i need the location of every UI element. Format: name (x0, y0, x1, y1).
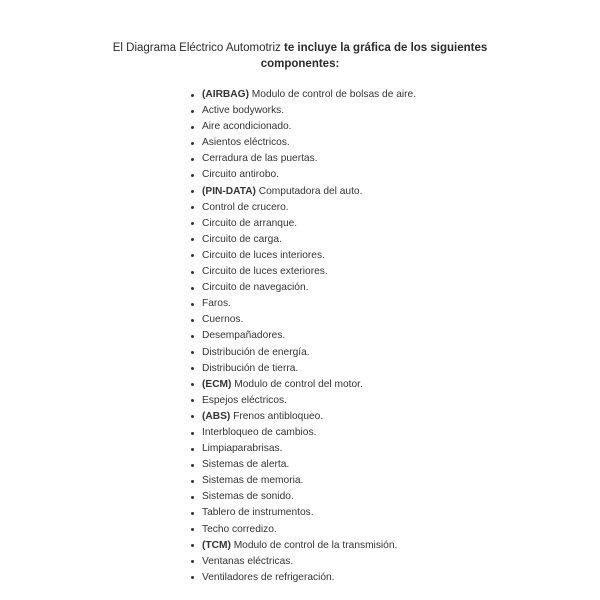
list-item-content (202, 425, 316, 441)
list-item-content (202, 167, 279, 183)
list-item (191, 409, 416, 425)
list-item-abbreviation: (PIN-DATA) (202, 185, 256, 197)
list-item (191, 296, 416, 312)
list-item-abbreviation: (ECM) (202, 378, 232, 390)
bullet-icon (191, 528, 194, 531)
list-item-label: Ventanas eléctricas. (202, 555, 294, 567)
list-item-label: Asientos eléctricos. (202, 137, 290, 149)
list-item-label: Faros. (202, 298, 231, 310)
bullet-icon (191, 319, 194, 322)
list-item-label: Cerradura de las puertas. (202, 153, 318, 165)
list-item (191, 377, 416, 393)
list-item-content (202, 296, 231, 312)
list-item-label: Techo corredizo. (202, 523, 277, 535)
list-item-label: Sistemas de alerta. (202, 459, 290, 471)
list-item-label: Ventiladores de refrigeración. (202, 571, 335, 583)
list-item (191, 216, 416, 232)
list-item (191, 312, 416, 328)
list-item (191, 119, 416, 135)
list-item-label: Circuito de luces exteriores. (202, 266, 328, 278)
list-item-content (202, 119, 291, 135)
list-item-content (202, 457, 289, 473)
list-item (191, 184, 416, 200)
list-item-label: Control de crucero. (202, 201, 289, 213)
component-list (191, 87, 416, 586)
list-item-label: Circuito de navegación. (202, 282, 309, 294)
list-item (191, 200, 416, 216)
bullet-icon (191, 303, 194, 306)
bullet-icon (191, 544, 194, 547)
list-item-content (202, 312, 243, 328)
list-item-content (202, 151, 318, 167)
list-item-label: Active bodyworks. (202, 105, 285, 117)
intro-heading (100, 40, 500, 72)
bullet-icon (191, 576, 194, 579)
list-item-content (202, 393, 287, 409)
bullet-icon (191, 351, 194, 354)
list-item-label: Espejos eléctricos. (202, 394, 287, 406)
list-item-abbreviation: (ABS) (202, 410, 231, 422)
list-item-content (202, 264, 328, 280)
list-item (191, 489, 416, 505)
bullet-icon (191, 287, 194, 290)
list-item (191, 264, 416, 280)
list-item-label: Distribución de tierra. (202, 362, 299, 374)
list-item-abbreviation: (AIRBAG) (202, 89, 249, 100)
list-item (191, 103, 416, 119)
list-item-content (202, 441, 282, 457)
list-item (191, 248, 416, 264)
list-item-content (202, 216, 297, 232)
bullet-icon (191, 448, 194, 451)
list-item-content (202, 554, 293, 570)
list-item-content (202, 103, 284, 119)
list-item (191, 232, 416, 248)
list-item-content (202, 489, 294, 505)
list-item-label: Modulo de control de bolsas de aire. (248, 89, 417, 100)
list-item-content (202, 328, 285, 344)
list-item-label: Modulo de control del motor. (231, 378, 363, 390)
list-item (191, 425, 416, 441)
list-item (191, 393, 416, 409)
list-item (191, 457, 416, 473)
list-item (191, 570, 416, 586)
list-item-label: Sistemas de sonido. (202, 491, 294, 503)
bullet-icon (191, 238, 194, 241)
bullet-icon (191, 415, 194, 418)
bullet-icon (191, 110, 194, 113)
list-item-label: Circuito de carga. (202, 233, 282, 245)
list-item-content (202, 232, 282, 248)
list-item (191, 345, 416, 361)
list-item-label: Interbloqueo de cambios. (202, 426, 317, 438)
bullet-icon (191, 560, 194, 563)
list-item (191, 554, 416, 570)
list-item-label: Desempañadores. (202, 330, 286, 342)
list-item-content (202, 473, 303, 489)
bullet-icon (191, 174, 194, 177)
bullet-icon (191, 94, 194, 97)
list-item-content (202, 345, 310, 361)
bullet-icon (191, 496, 194, 499)
bullet-icon (191, 383, 194, 386)
list-item (191, 87, 416, 103)
list-item-content (202, 570, 335, 586)
bullet-icon (191, 399, 194, 402)
bullet-icon (191, 512, 194, 515)
list-item-content (202, 184, 362, 200)
list-item-label: Distribución de energía. (202, 346, 310, 358)
list-item (191, 441, 416, 457)
intro-normal-text: El Diagrama Eléctrico Automotriz (112, 42, 285, 54)
list-item (191, 328, 416, 344)
bullet-icon (191, 367, 194, 370)
bullet-icon (191, 464, 194, 467)
list-item-content (202, 505, 314, 521)
bullet-icon (191, 254, 194, 257)
list-item-content (202, 87, 416, 103)
bullet-icon (191, 480, 194, 483)
bullet-icon (191, 335, 194, 338)
bullet-icon (191, 190, 194, 193)
list-item (191, 280, 416, 296)
list-item-content (202, 522, 277, 538)
list-item (191, 167, 416, 183)
list-item-abbreviation: (TCM) (202, 539, 231, 551)
list-item-content (202, 135, 290, 151)
list-item-content (202, 409, 323, 425)
list-item (191, 505, 416, 521)
list-item-content (202, 200, 289, 216)
list-item-content (202, 377, 363, 393)
bullet-icon (191, 142, 194, 145)
list-item-label: Limpiaparabrisas. (202, 443, 283, 455)
list-item-label: Modulo de control de la transmisión. (230, 539, 398, 551)
list-item-label: Circuito de luces interiores. (202, 249, 325, 261)
bullet-icon (191, 271, 194, 274)
list-item (191, 135, 416, 151)
bullet-icon (191, 126, 194, 129)
list-item-label: Aire acondicionado. (202, 121, 292, 133)
intro-bold-text: te incluye la gráfica de los siguientes componentes: (260, 42, 488, 70)
list-item (191, 538, 416, 554)
list-item-label: Sistemas de memoria. (202, 475, 304, 487)
list-item (191, 361, 416, 377)
list-item-label: Tablero de instrumentos. (202, 507, 314, 519)
list-item-label: Circuito antirobo. (202, 169, 280, 181)
list-item-content (202, 248, 325, 264)
list-item-label: Circuito de arranque. (202, 217, 298, 229)
list-item (191, 522, 416, 538)
list-item-label: Cuernos. (202, 314, 244, 326)
list-item-content (202, 538, 397, 554)
bullet-icon (191, 158, 194, 161)
list-item-label: Frenos antibloqueo. (230, 410, 324, 422)
list-item-label: Computadora del auto. (255, 185, 363, 197)
bullet-icon (191, 206, 194, 209)
list-item-content (202, 361, 298, 377)
list-item-content (202, 280, 308, 296)
bullet-icon (191, 432, 194, 435)
list-item (191, 151, 416, 167)
list-item (191, 473, 416, 489)
bullet-icon (191, 222, 194, 225)
